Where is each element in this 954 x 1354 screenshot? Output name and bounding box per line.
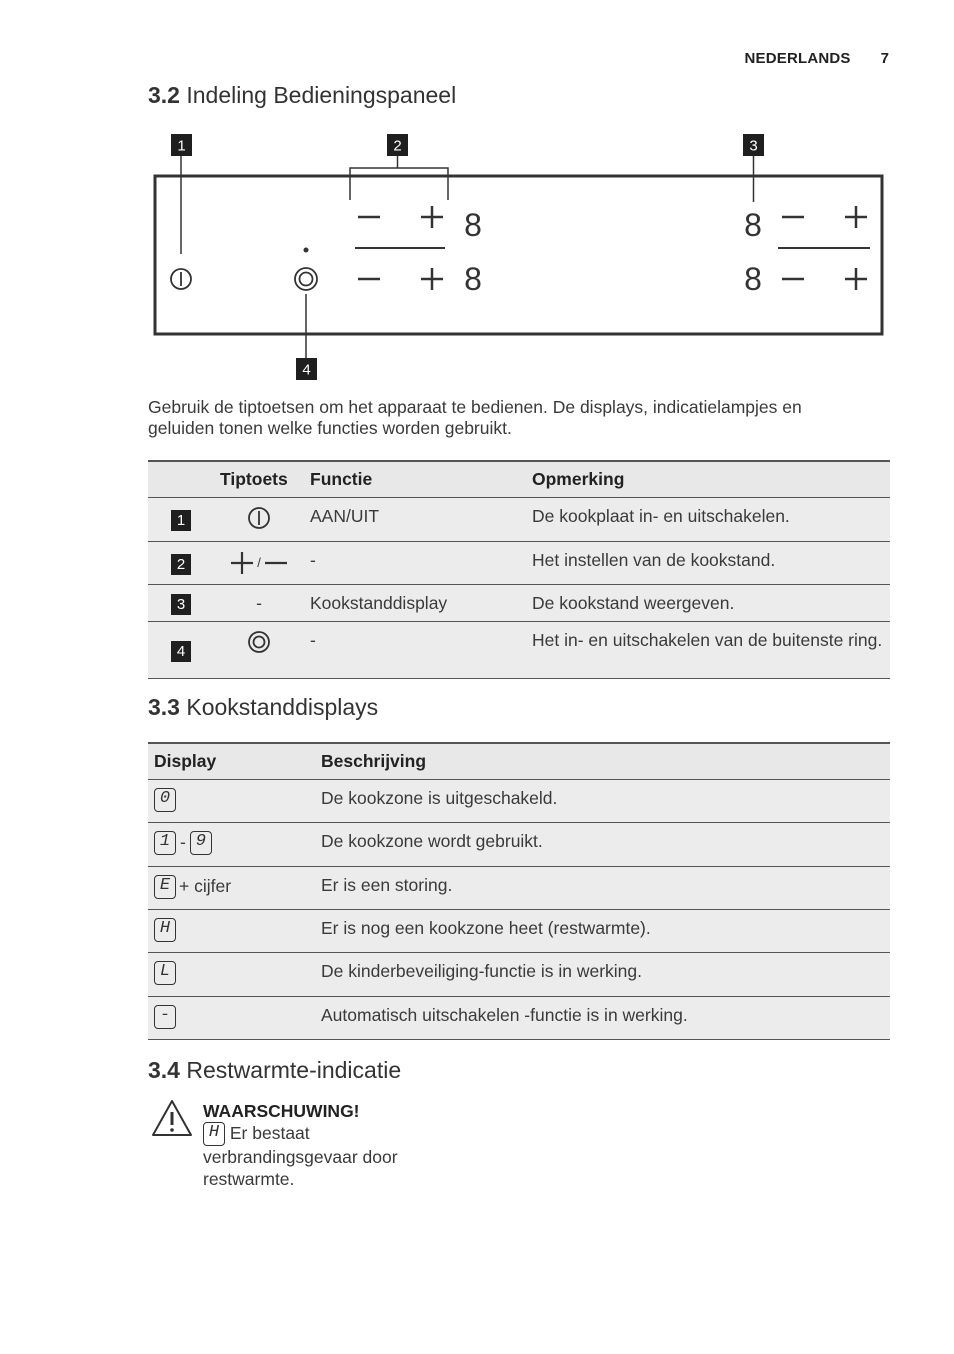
left-top-plus-icon [421,206,443,228]
col-header-key: Tiptoets [214,461,304,497]
intro-paragraph: Gebruik de tiptoetsen om het apparaat te bedienen. De displays, indicatielampjes en geluiden tonen welke functies worden gebruikt. [148,397,802,438]
right-bottom-plus-icon [845,268,867,290]
section-title-3-4 [148,1057,401,1084]
panel-outline [155,176,882,334]
page-number: 7 [880,50,889,67]
indicator-dot-icon [304,248,309,253]
callout-bracket-2 [350,168,448,200]
row-number-badge: 1 [171,510,191,531]
minus-icon [263,550,289,576]
remark-cell: Het in- en uitschakelen van de buitenste ring. [526,621,890,678]
callout-label-2: 2 [393,137,402,155]
range-separator: - [180,832,186,852]
section-title-text: Restwarmte-indicatie [186,1057,402,1083]
table-row [148,866,890,909]
segment-display-symbol: H [203,1122,225,1146]
section-title-text: Kookstanddisplays [186,694,379,720]
table-header-row [148,461,890,497]
segment-display-symbol: E [154,875,176,899]
callout-label-3: 3 [749,137,758,155]
remark-cell: Het instellen van de kookstand. [526,541,890,584]
display-suffix: + cijfer [179,876,232,896]
outer-ring-icon [247,630,271,654]
left-top-display: 8 [464,207,482,243]
section-title-3-2 [148,82,456,109]
key-separator: / [257,555,261,570]
table-row [148,621,890,678]
section-number: 3.3 [148,694,180,720]
function-cell: Kookstanddisplay [304,584,526,621]
description-cell: Er is een storing. [315,866,890,909]
table-header-row [148,743,890,779]
segment-display-symbol: 9 [190,831,212,855]
table-row [148,952,890,996]
warning-title: WAARSCHUWING! [203,1101,360,1121]
callout-label-1: 1 [177,137,186,155]
outer-ring-icon [295,268,317,290]
remark-cell: De kookplaat in- en uitschakelen. [526,497,890,541]
display-table [148,742,890,1040]
key-cell: - [214,584,304,621]
segment-display-symbol: L [154,961,176,985]
table-row [148,996,890,1039]
function-cell: AAN/UIT [304,497,526,541]
table-row [148,822,890,866]
table-row [148,584,890,621]
controls-table [148,460,890,679]
left-bottom-display: 8 [464,261,482,297]
col-header-num [148,461,214,497]
description-cell: De kinderbeveiliging-functie is in werking. [315,952,890,996]
segment-display-symbol: - [154,1005,176,1029]
row-number-badge: 3 [171,594,191,615]
section-number: 3.4 [148,1057,180,1083]
plus-icon [229,550,255,576]
power-icon [247,506,271,530]
segment-display-symbol: H [154,918,176,942]
header-language: NEDERLANDS [744,50,851,67]
right-top-plus-icon [845,206,867,228]
description-cell: Automatisch uitschakelen -functie is in werking. [315,996,890,1039]
col-header-display: Display [148,743,315,779]
callout-label-4: 4 [302,361,311,379]
function-cell: - [304,541,526,584]
row-number-badge: 4 [171,641,191,662]
segment-display-symbol: 1 [154,831,176,855]
table-row [148,909,890,952]
function-cell: - [304,621,526,678]
section-title-text: Indeling Bedieningspaneel [186,82,457,108]
col-header-remark: Opmerking [526,461,890,497]
warning-message: Er bestaat verbrandingsgevaar door restwarmte. [203,1123,398,1190]
table-row [148,497,890,541]
page-header [744,50,889,67]
description-cell: Er is nog een kookzone heet (restwarmte). [315,909,890,952]
col-header-description: Beschrijving [315,743,890,779]
warning-text-block [203,1100,463,1190]
control-panel-diagram [148,128,890,384]
left-bottom-plus-icon [421,268,443,290]
remark-cell: De kookstand weergeven. [526,584,890,621]
segment-display-symbol: 0 [154,788,176,812]
table-row [148,541,890,584]
col-header-function: Functie [304,461,526,497]
table-row [148,779,890,822]
power-icon [171,269,191,289]
warning-triangle-icon [150,1098,194,1138]
warning-body [203,1122,463,1190]
right-top-display: 8 [744,207,762,243]
section-title-3-3 [148,694,378,721]
description-cell: De kookzone wordt gebruikt. [315,822,890,866]
row-number-badge: 2 [171,554,191,575]
right-bottom-display: 8 [744,261,762,297]
section-number: 3.2 [148,82,180,108]
description-cell: De kookzone is uitgeschakeld. [315,779,890,822]
